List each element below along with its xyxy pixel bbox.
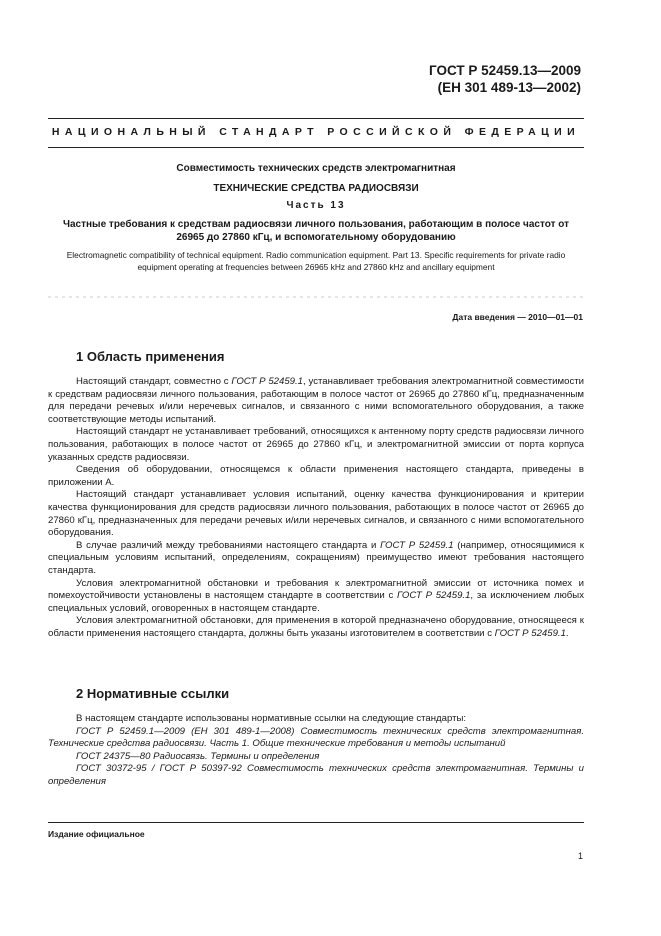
paragraph: Условия электромагнитной обстановки, для применения в которой предназначено оборудование, относящееся к области применения настоящего стандарта, должны быть указаны изготовителем в соответствии с ГОСТ Р 52459.1. <box>48 615 584 639</box>
paragraph: Условия электромагнитной обстановки и требования к электромагнитной эмиссии от источника помех и помехоустойчивости установлены в настоящем стандарте в соответствии с ГОСТ Р 52459.1, за исключением любых специальных условий, оговоренных в настоящем стандарте. <box>48 577 584 614</box>
title-english: Electromagnetic compatibility of technical equipment. Radio communication equipment. Part 13. Specific requirements for private radio equipment operating at frequencies between 26965 kHz and 27860 kHz and ancillary equipment <box>66 250 566 272</box>
page-number: 1 <box>577 851 583 861</box>
scan-artifact <box>48 296 584 298</box>
section2-heading: 2 Нормативные ссылки <box>76 686 230 701</box>
paragraph: Настоящий стандарт не устанавливает требований, относящихся к антенному порту средств радиосвязи личного пользования, работающих в полосе частот от 26965 до 27860 кГц, и электромагнитной эмиссии от порта корпуса указанных средств радиосвязи. <box>48 426 584 463</box>
paragraph: В настоящем стандарте использованы нормативные ссылки на следующие стандарты: <box>76 713 467 724</box>
normative-reference: ГОСТ 24375—80 Радиосвязь. Термины и определения <box>76 750 320 762</box>
standard-number-line1: ГОСТ Р 52459.13—2009 <box>429 63 581 78</box>
standard-number-line2: (ЕН 301 489-13—2002) <box>437 80 581 95</box>
paragraph: Настоящий стандарт, совместно с ГОСТ Р 52459.1, устанавливает требования электромагнитной совместимости к средствам радиосвязи личного пользования, работающим в полосе частот от 26965 до 27860 кГц, предназначенным для передачи речевых и/или неречевых сигналов, и связанного с ними вспомогательного оборудования, а также соответствующие методы испытаний. <box>48 376 584 425</box>
standard-number <box>429 62 581 96</box>
paragraph: В случае различий между требованиями настоящего стандарта и ГОСТ Р 52459.1 (например, относящимися к специальным условиям испытаний, определениям, сокращениям) преимущество имеют требования настоящего стандарта. <box>48 539 584 576</box>
title-line1: Совместимость технических средств электромагнитная <box>176 163 456 174</box>
title-part: Часть 13 <box>286 200 346 211</box>
paragraph: Сведения об оборудовании, относящемся к области применения настоящего стандарта, приведены в приложении А. <box>48 464 584 488</box>
section1-body <box>48 376 584 640</box>
top-rule <box>48 118 584 119</box>
introduction-date: Дата введения — 2010—01—01 <box>452 312 583 322</box>
paragraph: Настоящий стандарт устанавливает условия испытаний, оценку качества функционирования и критерии качества функционирования для средств радиосвязи личного пользования, работающих в полосе частот от 26965 до 27860 кГц, предназначенных для передачи речевых и/или неречевых сигналов, и связанного с ними вспомогательного оборудования. <box>48 489 584 539</box>
bottom-rule <box>48 147 584 148</box>
national-standard-label: НАЦИОНАЛЬНЫЙ СТАНДАРТ РОССИЙСКОЙ ФЕДЕРАЦИИ <box>51 126 581 138</box>
normative-reference: ГОСТ Р 52459.1—2009 (ЕН 301 489-1—2008) Совместимость технических средств электромагнитная. Технические средства радиосвязи. Часть 1. Общие технические требования и методы испытаний <box>48 725 584 750</box>
title-subtitle: Частные требования к средствам радиосвязи личного пользования, работающим в полосе частот от 26965 до 27860 кГц, и вспомогательному оборудованию <box>62 219 570 243</box>
reference: ГОСТ Р 52459.1 <box>397 590 471 602</box>
edition-label: Издание официальное <box>48 829 145 839</box>
reference: ГОСТ Р 52459.1 <box>231 376 304 387</box>
section2-body <box>48 713 584 789</box>
section1-heading: 1 Область применения <box>76 349 225 364</box>
reference: ГОСТ Р 52459.1 <box>380 539 454 551</box>
reference: ГОСТ Р 52459.1 <box>494 627 566 639</box>
title-line2: ТЕХНИЧЕСКИЕ СРЕДСТВА РАДИОСВЯЗИ <box>213 183 419 194</box>
normative-reference: ГОСТ 30372-95 / ГОСТ Р 50397-92 Совместимость технических средств электромагнитная. Термины и определения <box>48 763 584 787</box>
footer-rule <box>48 822 584 823</box>
